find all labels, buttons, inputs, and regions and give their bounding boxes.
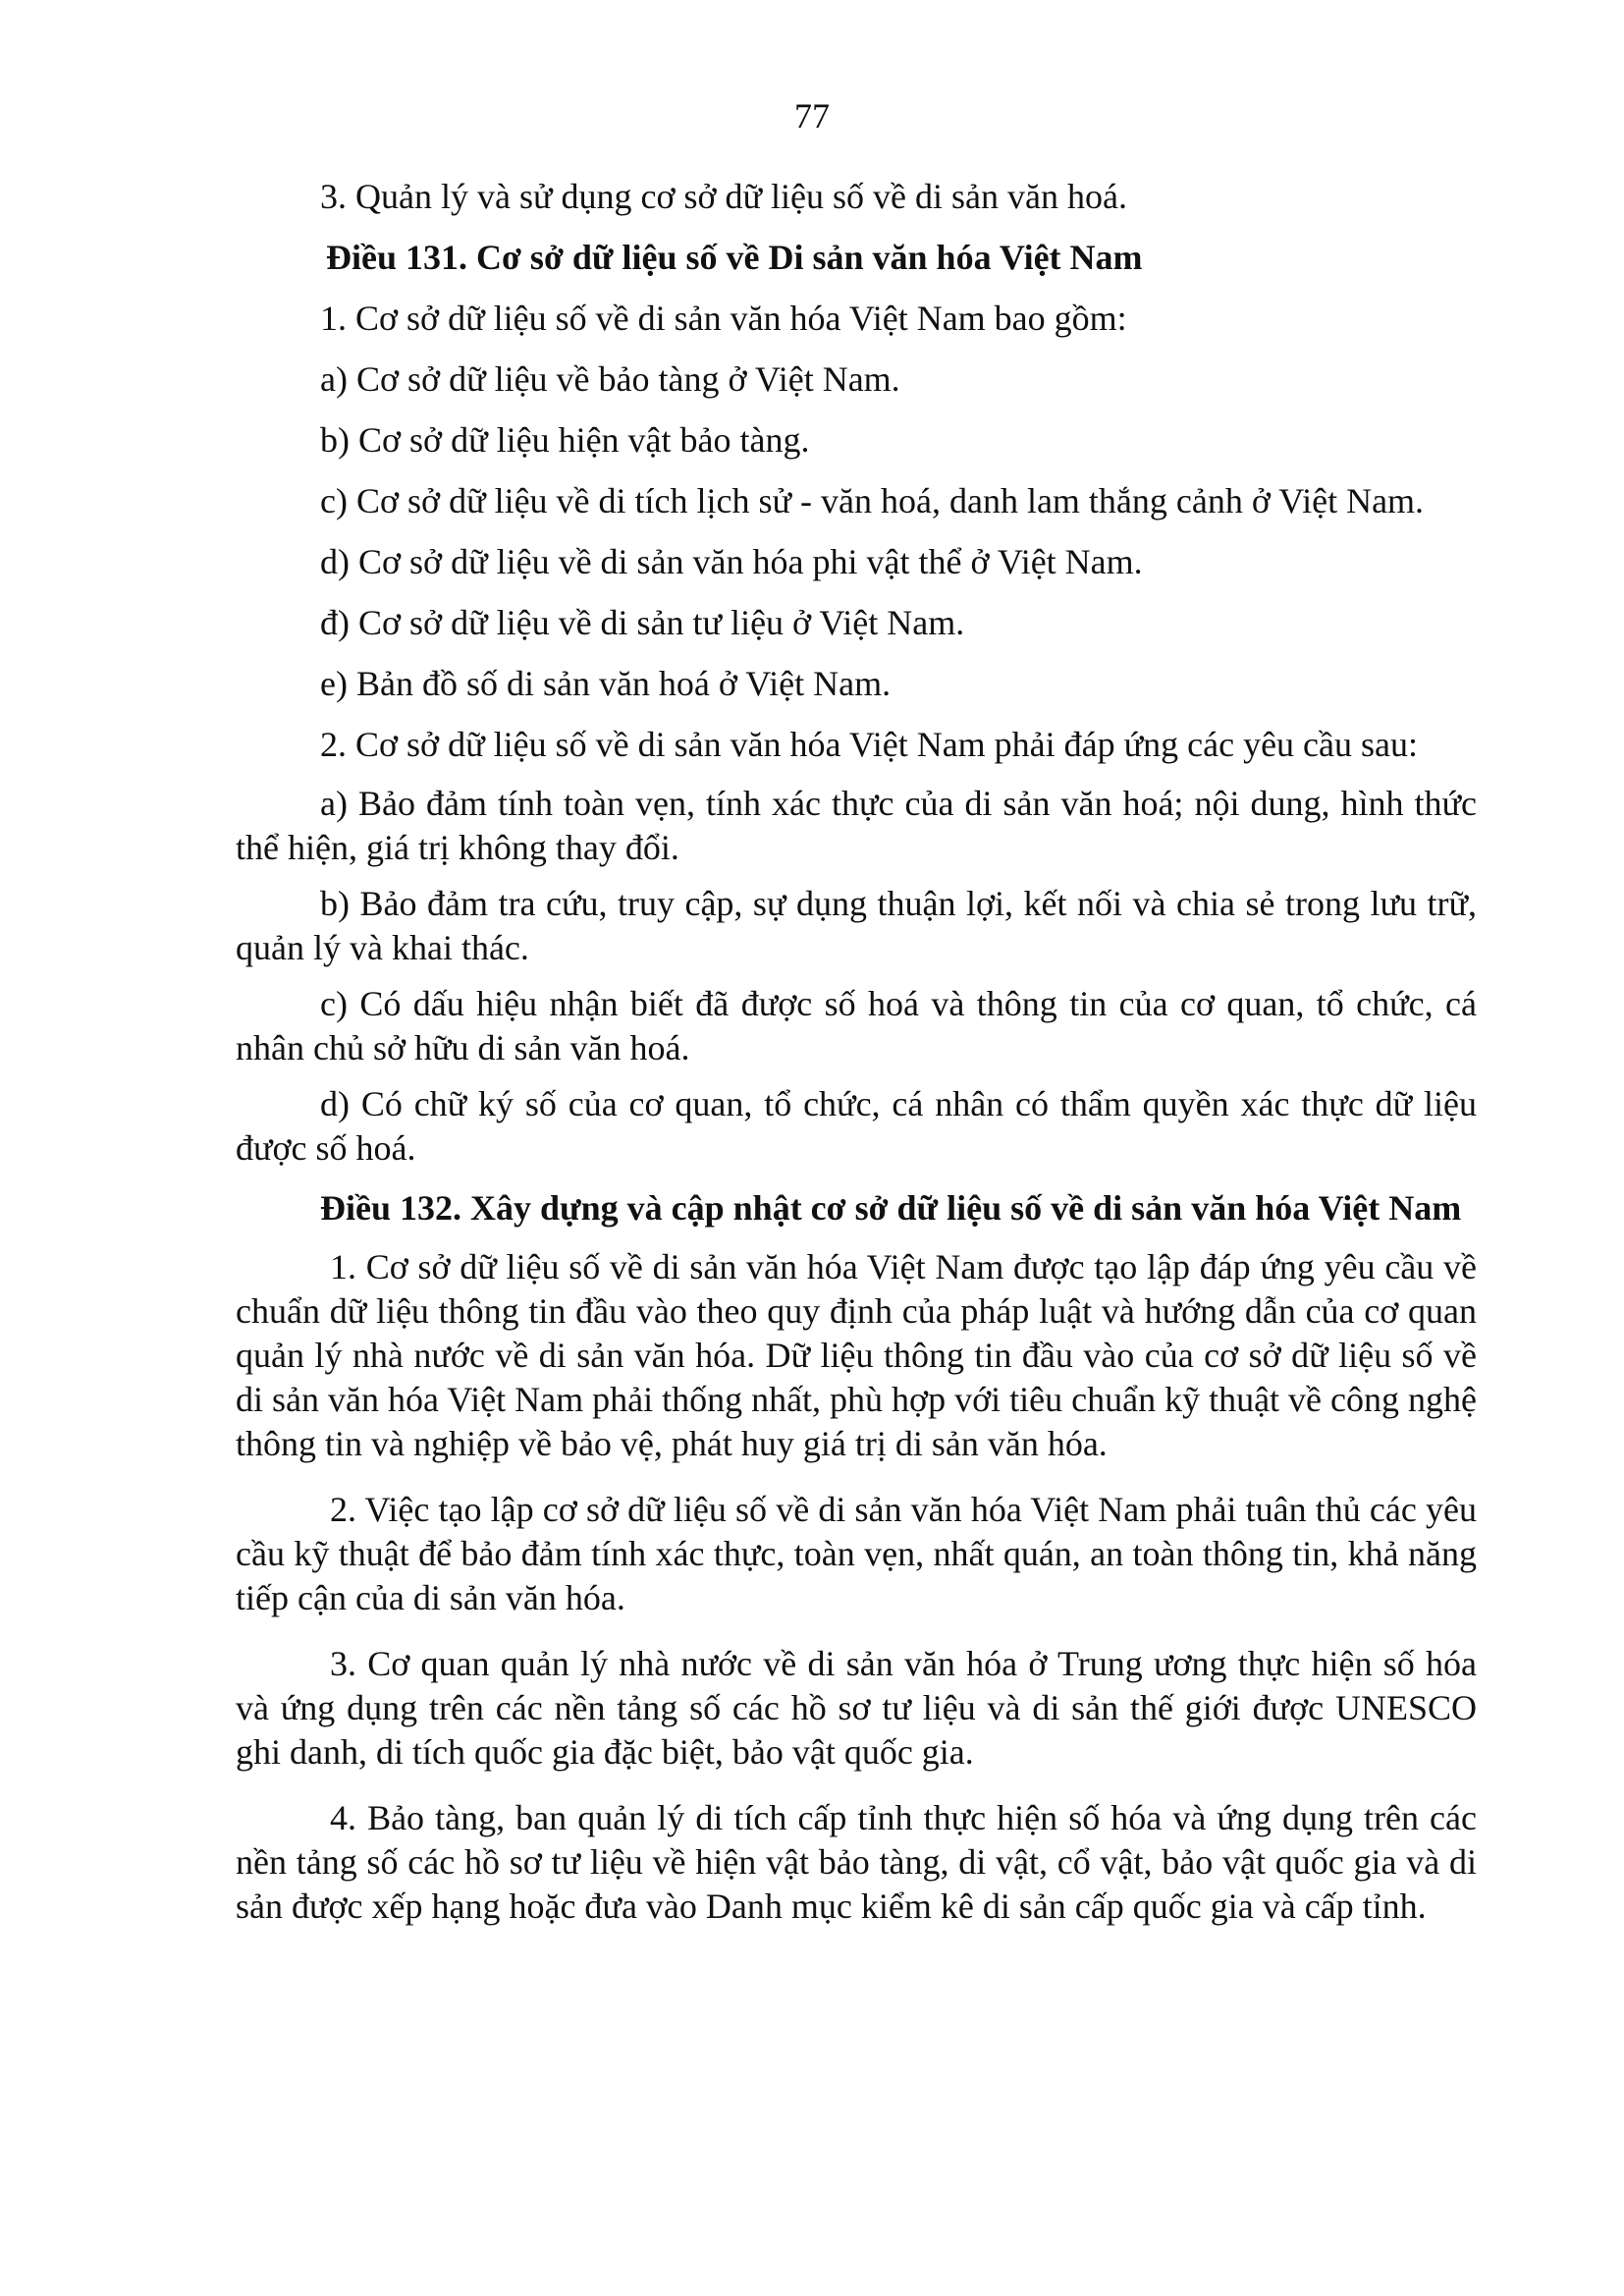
paragraph-131-1dd: đ) Cơ sở dữ liệu về di sản tư liệu ở Việt Nam. [320, 603, 965, 642]
paragraph-132-3: 3. Cơ quan quản lý nhà nước về di sản văn hóa ở Trung ương thực hiện số hóa và ứng dụng trên các nền tảng số các hồ sơ tư liệu và di sản thế giới được UNESCO ghi danh, di tích quốc gia đặc biệt, bảo vật quốc gia. [236, 1644, 1477, 1772]
paragraph-131-1c: c) Cơ sở dữ liệu về di tích lịch sử - văn hoá, danh lam thắng cảnh ở Việt Nam. [320, 481, 1425, 520]
paragraph-131-2: 2. Cơ sở dữ liệu số về di sản văn hóa Việt Nam phải đáp ứng các yêu cầu sau: [320, 725, 1419, 764]
paragraph-131-2c: c) Có dấu hiệu nhận biết đã được số hoá và thông tin của cơ quan, tổ chức, cá nhân chủ sở hữu di sản văn hoá. [236, 984, 1477, 1067]
paragraph-132-1: 1. Cơ sở dữ liệu số về di sản văn hóa Việt Nam được tạo lập đáp ứng yêu cầu về chuẩn dữ liệu thông tin đầu vào theo quy định của pháp luật và hướng dẫn của cơ quan quản lý nhà nước về di sản văn hóa. Dữ liệu thông tin đầu vào của cơ sở dữ liệu số về di sản văn hóa Việt Nam phải thống nhất, phù hợp với tiêu chuẩn kỹ thuật về công nghệ thông tin và nghiệp về bảo vệ, phát huy giá trị di sản văn hóa. [236, 1247, 1477, 1463]
paragraph-131-1d: d) Cơ sở dữ liệu về di sản văn hóa phi vật thể ở Việt Nam. [320, 542, 1143, 581]
paragraph-131-1: 1. Cơ sở dữ liệu số về di sản văn hóa Việt Nam bao gồm: [320, 299, 1127, 338]
paragraph-131-1a: a) Cơ sở dữ liệu về bảo tàng ở Việt Nam. [320, 359, 900, 399]
page-number: 77 [794, 96, 830, 136]
paragraph-132-4: 4. Bảo tàng, ban quản lý di tích cấp tỉnh thực hiện số hóa và ứng dụng trên các nền tảng số các hồ sơ tư liệu về hiện vật bảo tàng, di vật, cổ vật, bảo vật quốc gia và di sản được xếp hạng hoặc đưa vào Danh mục kiểm kê di sản cấp quốc gia và cấp tỉnh. [236, 1798, 1477, 1926]
paragraph-131-2d: d) Có chữ ký số của cơ quan, tổ chức, cá nhân có thẩm quyền xác thực dữ liệu được số hoá. [236, 1084, 1477, 1168]
paragraph-132-2: 2. Việc tạo lập cơ sở dữ liệu số về di sản văn hóa Việt Nam phải tuân thủ các yêu cầu kỹ thuật để bảo đảm tính xác thực, toàn vẹn, nhất quán, an toàn thông tin, khả năng tiếp cận của di sản văn hóa. [236, 1490, 1477, 1617]
paragraph-131-1b: b) Cơ sở dữ liệu hiện vật bảo tàng. [320, 420, 810, 460]
paragraph-131-1e: e) Bản đồ số di sản văn hoá ở Việt Nam. [320, 664, 892, 703]
paragraph-clause-3: 3. Quản lý và sử dụng cơ sở dữ liệu số về di sản văn hoá. [320, 177, 1127, 216]
paragraph-131-2a: a) Bảo đảm tính toàn vẹn, tính xác thực của di sản văn hoá; nội dung, hình thức thể hiện, giá trị không thay đổi. [236, 784, 1477, 867]
paragraph-131-2b: b) Bảo đảm tra cứu, truy cập, sự dụng thuận lợi, kết nối và chia sẻ trong lưu trữ, quản lý và khai thác. [236, 884, 1477, 967]
article-131-heading: Điều 131. Cơ sở dữ liệu số về Di sản văn hóa Việt Nam [326, 238, 1143, 277]
document-body [236, 173, 1477, 1941]
article-132-heading: Điều 132. Xây dựng và cập nhật cơ sở dữ liệu số về di sản văn hóa Việt Nam [320, 1188, 1462, 1228]
